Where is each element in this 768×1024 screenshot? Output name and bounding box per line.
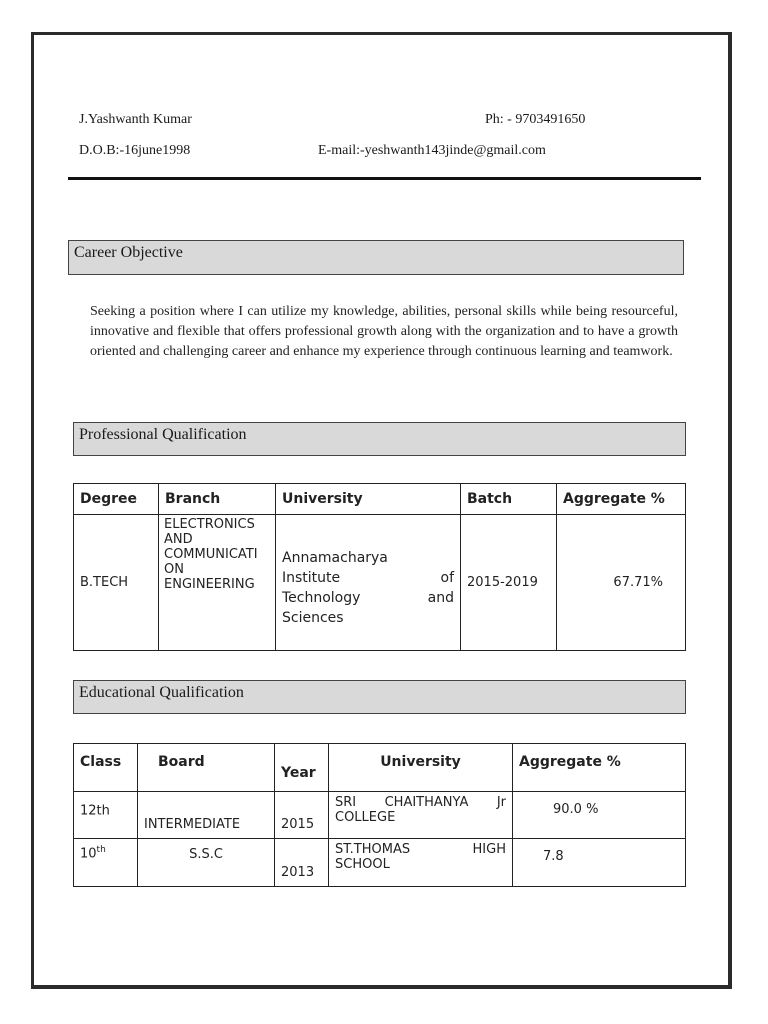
aggregate-cell: 90.0 % (513, 792, 686, 839)
col-aggregate: Aggregate % (557, 484, 686, 515)
university-word: ST.THOMAS (335, 842, 411, 857)
branch-line: COMMUNICATI (164, 547, 258, 562)
col-degree: Degree (74, 484, 159, 515)
col-board: Board (138, 744, 275, 792)
branch-line: ELECTRONICS (164, 517, 255, 532)
career-objective-heading: Career Objective (68, 240, 684, 275)
educational-qualification-heading: Educational Qualification (73, 680, 686, 714)
header-divider (68, 177, 701, 180)
table-row (74, 792, 686, 839)
university-word: CHAITHANYA (384, 795, 469, 810)
year-cell: 2015 (275, 792, 329, 839)
university-word: Jr (496, 795, 506, 810)
candidate-name: J.Yashwanth Kumar (79, 112, 192, 127)
university-cell (329, 792, 513, 839)
university-line: SCHOOL (335, 857, 390, 872)
branch-line: ON (164, 562, 184, 577)
university-word: SRI (335, 795, 357, 810)
university-line (335, 795, 506, 810)
class-cell (74, 839, 138, 887)
board-cell: S.S.C (138, 839, 275, 887)
university-cell (276, 515, 461, 651)
university-word: Institute (282, 569, 341, 586)
university-line: COLLEGE (335, 810, 396, 825)
class-cell (74, 792, 138, 839)
col-batch: Batch (461, 484, 557, 515)
col-aggregate: Aggregate % (513, 744, 686, 792)
branch-cell (159, 515, 276, 651)
col-branch: Branch (159, 484, 276, 515)
branch-line: AND (164, 532, 193, 547)
degree-cell: B.TECH (74, 515, 159, 651)
university-line (282, 568, 454, 588)
date-of-birth: D.O.B:-16june1998 (79, 143, 191, 158)
aggregate-cell: 7.8 (513, 839, 686, 887)
professional-table (73, 483, 686, 651)
col-year: Year (275, 744, 329, 792)
table-row (74, 515, 686, 651)
col-class: Class (74, 744, 138, 792)
career-objective-text: Seeking a position where I can utilize my knowledge, abilities, personal skills while being resourceful, innovative and flexible that offers professional growth along with the organization and to have a growth oriented and challenging career and enhance my experience through continuous learning and teamwork. (90, 304, 678, 359)
email-address: E-mail:-yeshwanth143jinde@gmail.com (318, 143, 546, 158)
university-cell (329, 839, 513, 887)
university-line: Annamacharya (282, 549, 388, 566)
university-word: of (440, 569, 454, 586)
col-university: University (276, 484, 461, 515)
professional-qualification-heading: Professional Qualification (73, 422, 686, 456)
year-cell: 2013 (275, 839, 329, 887)
class-text: 10 (80, 846, 97, 862)
university-line (335, 842, 506, 857)
table-header-row (74, 484, 686, 515)
branch-line: ENGINEERING (164, 577, 255, 592)
university-line: Sciences (282, 609, 344, 626)
table-header-row (74, 744, 686, 792)
table-row (74, 839, 686, 887)
col-university: University (329, 744, 513, 792)
university-word: and (427, 589, 454, 606)
aggregate-cell: 67.71% (557, 515, 686, 651)
educational-table (73, 743, 686, 887)
class-sup: th (96, 845, 106, 855)
phone-number: Ph: - 9703491650 (485, 112, 586, 127)
class-text: 12th (80, 803, 110, 819)
batch-cell: 2015-2019 (461, 515, 557, 651)
university-line (282, 588, 454, 608)
board-cell: INTERMEDIATE (138, 792, 275, 839)
university-word: Technology (282, 589, 361, 606)
university-word: HIGH (472, 842, 506, 857)
